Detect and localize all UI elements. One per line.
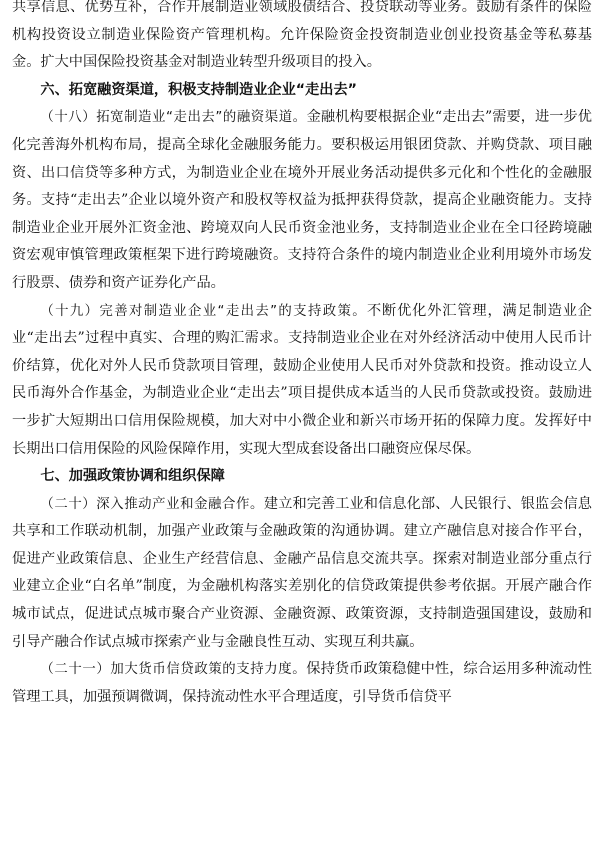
item-18-body: 金融机构要根据企业“走出去”需要，进一步优化完善海外机构布局，提高全球化金融服务能力。要积极运用银团贷款、并购贷款、项目融资、出口信贷等多种方式，为制造业企业在境外开展业务活动提供多元化和个性化的金融服务。支持“走出去”企业以境外资产和股权等权益为抵押获得贷款，提高企业融资能力。支持制造业企业开展外汇资金池、跨境双向人民币资金池业务，支持制造业企业在全口径跨境融资宏观审慎管理政策框架下进行跨境融资。支持符合条件的境内制造业企业利用境外市场发行股票、债券和资产证券化产品。 bbox=[12, 109, 592, 291]
item-20-body: 建立和完善工业和信息化部、人民银行、银监会信息共享和工作联动机制，加强产业政策与金融政策的沟通协调。建立产融信息对接合作平台，促进产业政策信息、企业生产经营信息、金融产品信息交流共享。探索对制造业部分重点行业建立企业“白名单”制度，为金融机构落实差别化的信贷政策提供参考依据。开展产融合作城市试点，促进试点城市聚合产业资源、金融资源、政策资源，支持制造强国建设，鼓励和引导产融合作试点城市探索产业与金融良性互动、实现互利共赢。 bbox=[12, 495, 592, 650]
section-7-heading: 七、加强政策协调和组织保障 bbox=[40, 468, 225, 485]
item-19-lead: （十九）完善对制造业企业“走出去”的支持政策。 bbox=[40, 303, 367, 319]
item-21-paragraph bbox=[12, 656, 592, 711]
item-19-body: 不断优化外汇管理，满足制造业企业“走出去”过程中真实、合理的购汇需求。支持制造业企业在对外经济活动中使用人民币计价结算，优化对外人民币贷款项目管理，鼓励企业使用人民币对外贷款和投资。推动设立人民币海外合作基金，为制造业企业“走出去”项目提供成本适当的人民币贷款或投资。鼓励进一步扩大短期出口信用保险规模，加大对中小微企业和新兴市场开拓的保障力度。发挥好中长期出口信用保险的风险保障作用，实现大型成套设备出口融资应保尽保。 bbox=[12, 302, 592, 457]
section-6-heading: 六、拓宽融资渠道，积极支持制造业企业“走出去” bbox=[40, 81, 357, 98]
item-21-lead: （二十一）加大货币信贷政策的支持力度。 bbox=[40, 662, 307, 678]
item-20-lead: （二十）深入推动产业和金融合作。 bbox=[40, 496, 264, 512]
continuation-paragraph: 共享信息、优势互补，合作开展制造业领域股债结合、投贷联动等业务。鼓励有条件的保险机构投资设立制造业保险资产管理机构。允许保险资金投资制造业创业投资基金等私募基金。扩大中国保险投资基金对制造业转型升级项目的投入。 bbox=[12, 0, 592, 71]
item-18-paragraph bbox=[12, 104, 592, 297]
item-19-paragraph bbox=[12, 298, 592, 464]
item-18-lead: （十八）拓宽制造业“走出去”的融资渠道。 bbox=[40, 110, 307, 126]
item-21-body: 保持货币政策稳健中性，综合运用多种流动性管理工具，加强预调微调，保持流动性水平合理适度，引导货币信贷平 bbox=[12, 661, 592, 705]
item-20-paragraph bbox=[12, 491, 592, 657]
